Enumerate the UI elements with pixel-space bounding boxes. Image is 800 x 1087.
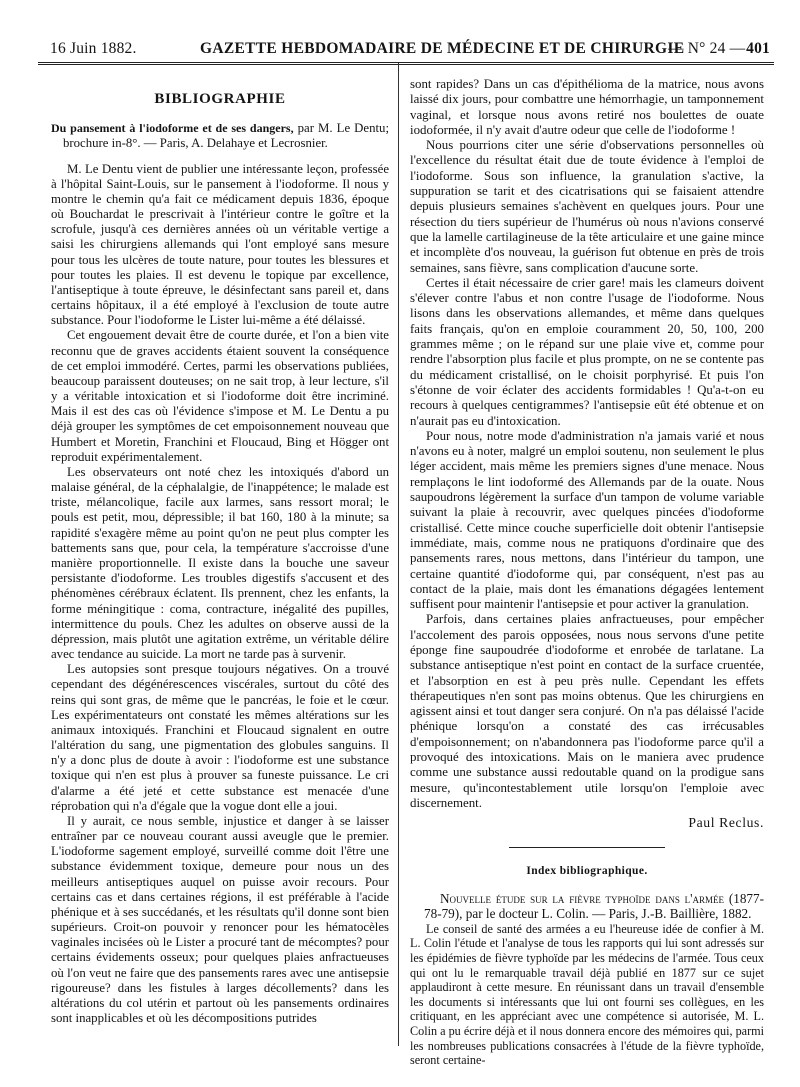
- review-paragraph: Pour nous, notre mode d'administration n'a jamais varié et nous n'avons eu à noter, malgré un emploi soutenu, non seulement le plus léger accident, mais même les premiers signes d'une menace. Nous remplaçons le lint iodoformé des Allemands par de la ouate. Nous saupoudrons légèrement la surface d'un tampon de volume variable suivant la plaie à recouvrir, avec quelques pincées d'iodoforme cristallisé. Cette mince couche superficielle doit obtenir l'antisepsie immédiate, mais, comme nous ne pratiquons d'ordinaire que des pansements rares, nous mettons, dans l'intérieur du tampon, une certaine quantité d'iodoforme qui, par conséquent, n'est pas au contact de la plaie, mais dont les émanations dégagées lentement suffisent pour maintenir l'antisepsie et pour activer la granulation.: [410, 428, 764, 612]
- study-reference: [410, 891, 764, 922]
- header-rule-bottom: [38, 64, 774, 65]
- review-paragraph: sont rapides? Dans un cas d'épithélioma de la matrice, nous avons laissé dix jours, pour combattre une hémorrhagie, un tamponnement vaginal, et lorsque nous avons retiré nos boulettes de ouate iodoformée, il n'y avait d'autre odeur que celle de l'iodoforme !: [410, 77, 764, 137]
- page-number: 401: [746, 40, 770, 57]
- issue-number: — N° 24 —: [668, 40, 746, 57]
- book-reference: [51, 121, 389, 151]
- review-paragraph: Les autopsies sont presque toujours négatives. On a trouvé cependant des dégénérescences viscérales, surtout du côté des reins qui sont gras, de même que le pancréas, le foie et le cœur. Les expérimentateurs ont constaté les mêmes altérations sur les animaux intoxiqués. Franchini et Floucaud signalent en outre l'altération du sang, une pigmentation des globules sanguins. Il n'y a donc plus de doute à avoir : l'iodoforme est une substance toxique qui n'en est plus à prouver sa funeste puissance. Le cri d'alarme a été jeté et cette substance est menacée d'une réprobation qui n'a d'égale que la vogue dont elle a joui.: [51, 662, 389, 813]
- book-title: Du pansement à l'iodoforme et de ses dangers,: [51, 121, 294, 136]
- right-column: [410, 77, 764, 1068]
- review-paragraph: Certes il était nécessaire de crier gare! mais les clameurs doivent s'élever contre l'abus et non contre l'usage de l'iodoforme. Nous lisons dans les observations allemandes, et même dans quelques faits français, qu'on en emploie couramment 20, 50, 100, 200 grammes même ; on le répand sur une plaie vive et, comme pour rendre l'absorption plus facile et plus prompte, on ne se contente pas du médicament cristallisé, on le choisit porphyrisé. Et puis l'on s'étonne de voir éclater des accidents formidables ! Qu'a-t-on eu recours à quelques centigrammes? l'antisepsie eût été obtenue et on n'aurait pas eu d'intoxication.: [410, 275, 764, 428]
- study-paragraph: Le conseil de santé des armées a eu l'heureuse idée de confier à M. L. Colin l'étude et l'analyse de tous les rapports qui lui sont adressés sur les épidémies de fièvre typhoïde par les médecins de l'armée. Tous ceux qui ont lu le remarquable travail déjà publié en 1877 sur ce sujet applaudiront à cette mesure. En réunissant dans un travail d'ensemble les documents si intéressants que lui ont fourni ses collègues, en les critiquant, en les appréciant avec une compétence si autorisée, M. L. Colin a pu écrire déjà et il nous donnera encore des mémoires qui, parmi les nombreuses publications consacrées à l'étude de la fièvre typhoïde, seront certaine-: [410, 921, 764, 1068]
- issue-date: 16 Juin 1882.: [50, 40, 137, 57]
- review-paragraph: Parfois, dans certaines plaies anfractueuses, pour empêcher l'accolement des parois opposées, nous nous servons d'une petite éponge fine saupoudrée d'iodoforme et enrobée de tarlatane. La substance antiseptique n'est point en contact de la surface cruentée, et l'absorption en est à peu près nulle. Cependant les effets thérapeutiques n'en sont pas moins obtenus. Que les chirurgiens en agissent ainsi et tout danger sera conjuré. On n'a pas délaissé l'acide phénique lorsqu'on a constaté des cas irrécusables d'empoisonnement; on n'abandonnera pas l'iodoforme parce qu'il a provoqué des intoxications. Mais on le maniera avec prudence comme une substance aussi redoutable quand on la prodigue sans mesure, qu'incontestablement utile lorsqu'on l'emploie avec discernement.: [410, 612, 764, 810]
- review-paragraph: Cet engouement devait être de courte durée, et l'on a bien vite reconnu que de graves accidents étaient souvent la conséquence de cet emploi immodéré. Certes, parmi les observations publiées, beaucoup paraissent douteuses; on ne sait trop, à leur lecture, s'il y a véritable intoxication et si l'iodoforme doit être incriminé. Mais il est des cas où l'évidence s'impose et M. Le Dentu a pu déjà grouper les symptômes de cet empoisonnement nouveau que Humbert et Moretin, Franchini et Floucaud, Bing et Högger ont reproduit expérimentalement.: [51, 328, 389, 464]
- review-paragraph: M. Le Dentu vient de publier une intéressante leçon, professée à l'hôpital Saint-Louis, sur le pansement à l'iodoforme. Il nous y montre le chemin qu'a fait ce médicament depuis 1836, époque où Bouchardat le prescrivait à l'intérieur contre le goître et la scrofule, jusqu'à ces dernières années où un véritable vertige a saisi les chirurgiens allemands qui l'ont employé sans mesure pour tous les ulcères de toute nature, pour toutes les blessures et pour toutes les plaies. Il est devenu le topique par excellence, l'antiseptique à toute épreuve, le désinfectant sans pareil et, dans certains hôpitaux, il a été employé à l'exclusion de toute autre substance. Pour l'iodoforme le Lister lui-même a été délaissé.: [51, 161, 389, 328]
- study-details: par le docteur L. Colin. — Paris, J.-B. Baillière, 1882.: [462, 906, 752, 922]
- index-title: Index bibliographique.: [526, 864, 648, 877]
- column-divider: [398, 63, 399, 1046]
- section-title: BIBLIOGRAPHIE: [154, 91, 286, 107]
- header-rule-top: [38, 62, 774, 63]
- review-paragraph: Il y aurait, ce nous semble, injustice et danger à se laisser entraîner par ce nouveau courant aussi aveugle que le premier. L'iodoforme sagement employé, surveillé comme doit l'être une substance évidemment toxique, demeure pour nous un des meilleurs antiseptiques auquel on puisse avoir recours. Pour certains cas et dans certaines régions, il est préférable à l'acide phénique et à ses succédanés, et les résultats qu'il donne sont bien supérieurs. Croit-on pouvoir y renoncer pour les hématocèles vaginales incisées où le Lister a procuré tant de mécomptes? pour certains évidements osseux; pour quelques plaies anfractueuses où l'on veut ne faire que des pansements rares avec une antisepsie rigoureuse? dans les fistules à larges décollements? dans les altérations du col utérin et partout où les pansements ordinaires sont inapplicables et où les décompositions putrides: [51, 813, 389, 1026]
- journal-title: GAZETTE HEBDOMADAIRE DE MÉDECINE ET DE CHIRURGIE: [200, 40, 685, 57]
- author-signature: Paul Reclus.: [688, 815, 764, 831]
- section-separator: [509, 847, 665, 848]
- page-header: [50, 40, 770, 62]
- left-column: [51, 92, 389, 1026]
- study-body: [410, 922, 764, 1068]
- review-paragraph: Les observateurs ont noté chez les intoxiqués d'abord un malaise général, de la céphalalgie, de l'inappétence; le malade est triste, mélancolique, facile aux larmes, sans ressort moral; le pouls est petit, mou, dépressible; il bat 160, 180 à la minute; sa rapidité s'exagère même au point qu'on ne peut plus compter les battements sans que, pour cela, la température s'accroisse d'une manière proportionnelle. Il existe dans la bouche une saveur persistante d'iodoforme. Les troubles digestifs s'accusent et des phénomènes cérébraux éclatent. Ils prennent, chez les enfants, la forme méningitique : coma, contracture, inégalité des pupilles, intermittence du pouls. Chez les adultes on observe aussi de la dépression, mais plutôt une agitation extrême, un véritable délire avec tendance au suicide. La mort ne tarde pas à survenir.: [51, 464, 389, 662]
- review-paragraph: Nous pourrions citer une série d'observations personnelles où l'excellence du résultat était due de toute évidence à l'emploi de l'iodoforme. Sous son influence, la granulation s'active, la suppuration se tarit et des cicatrisations qui se faisaient attendre depuis plusieurs semaines s'achèvent en quelques jours. Pour une résection du tiers supérieur de l'humérus où nous n'avions conservé que la lamelle cartilagineuse de la tête articulaire et une gaine mince et incomplète d'os nouveau, la guérison fut obtenue en près de trois semaines, sans fièvre, sans complication d'aucune sorte.: [410, 138, 764, 275]
- book-details: par M. Le Dentu; brochure in-8°. — Paris, A. Delahaye et Lecrosnier.: [63, 121, 389, 151]
- study-title: Nouvelle étude sur la fièvre typhoïde dans l'armée (1877-78-79),: [424, 890, 764, 922]
